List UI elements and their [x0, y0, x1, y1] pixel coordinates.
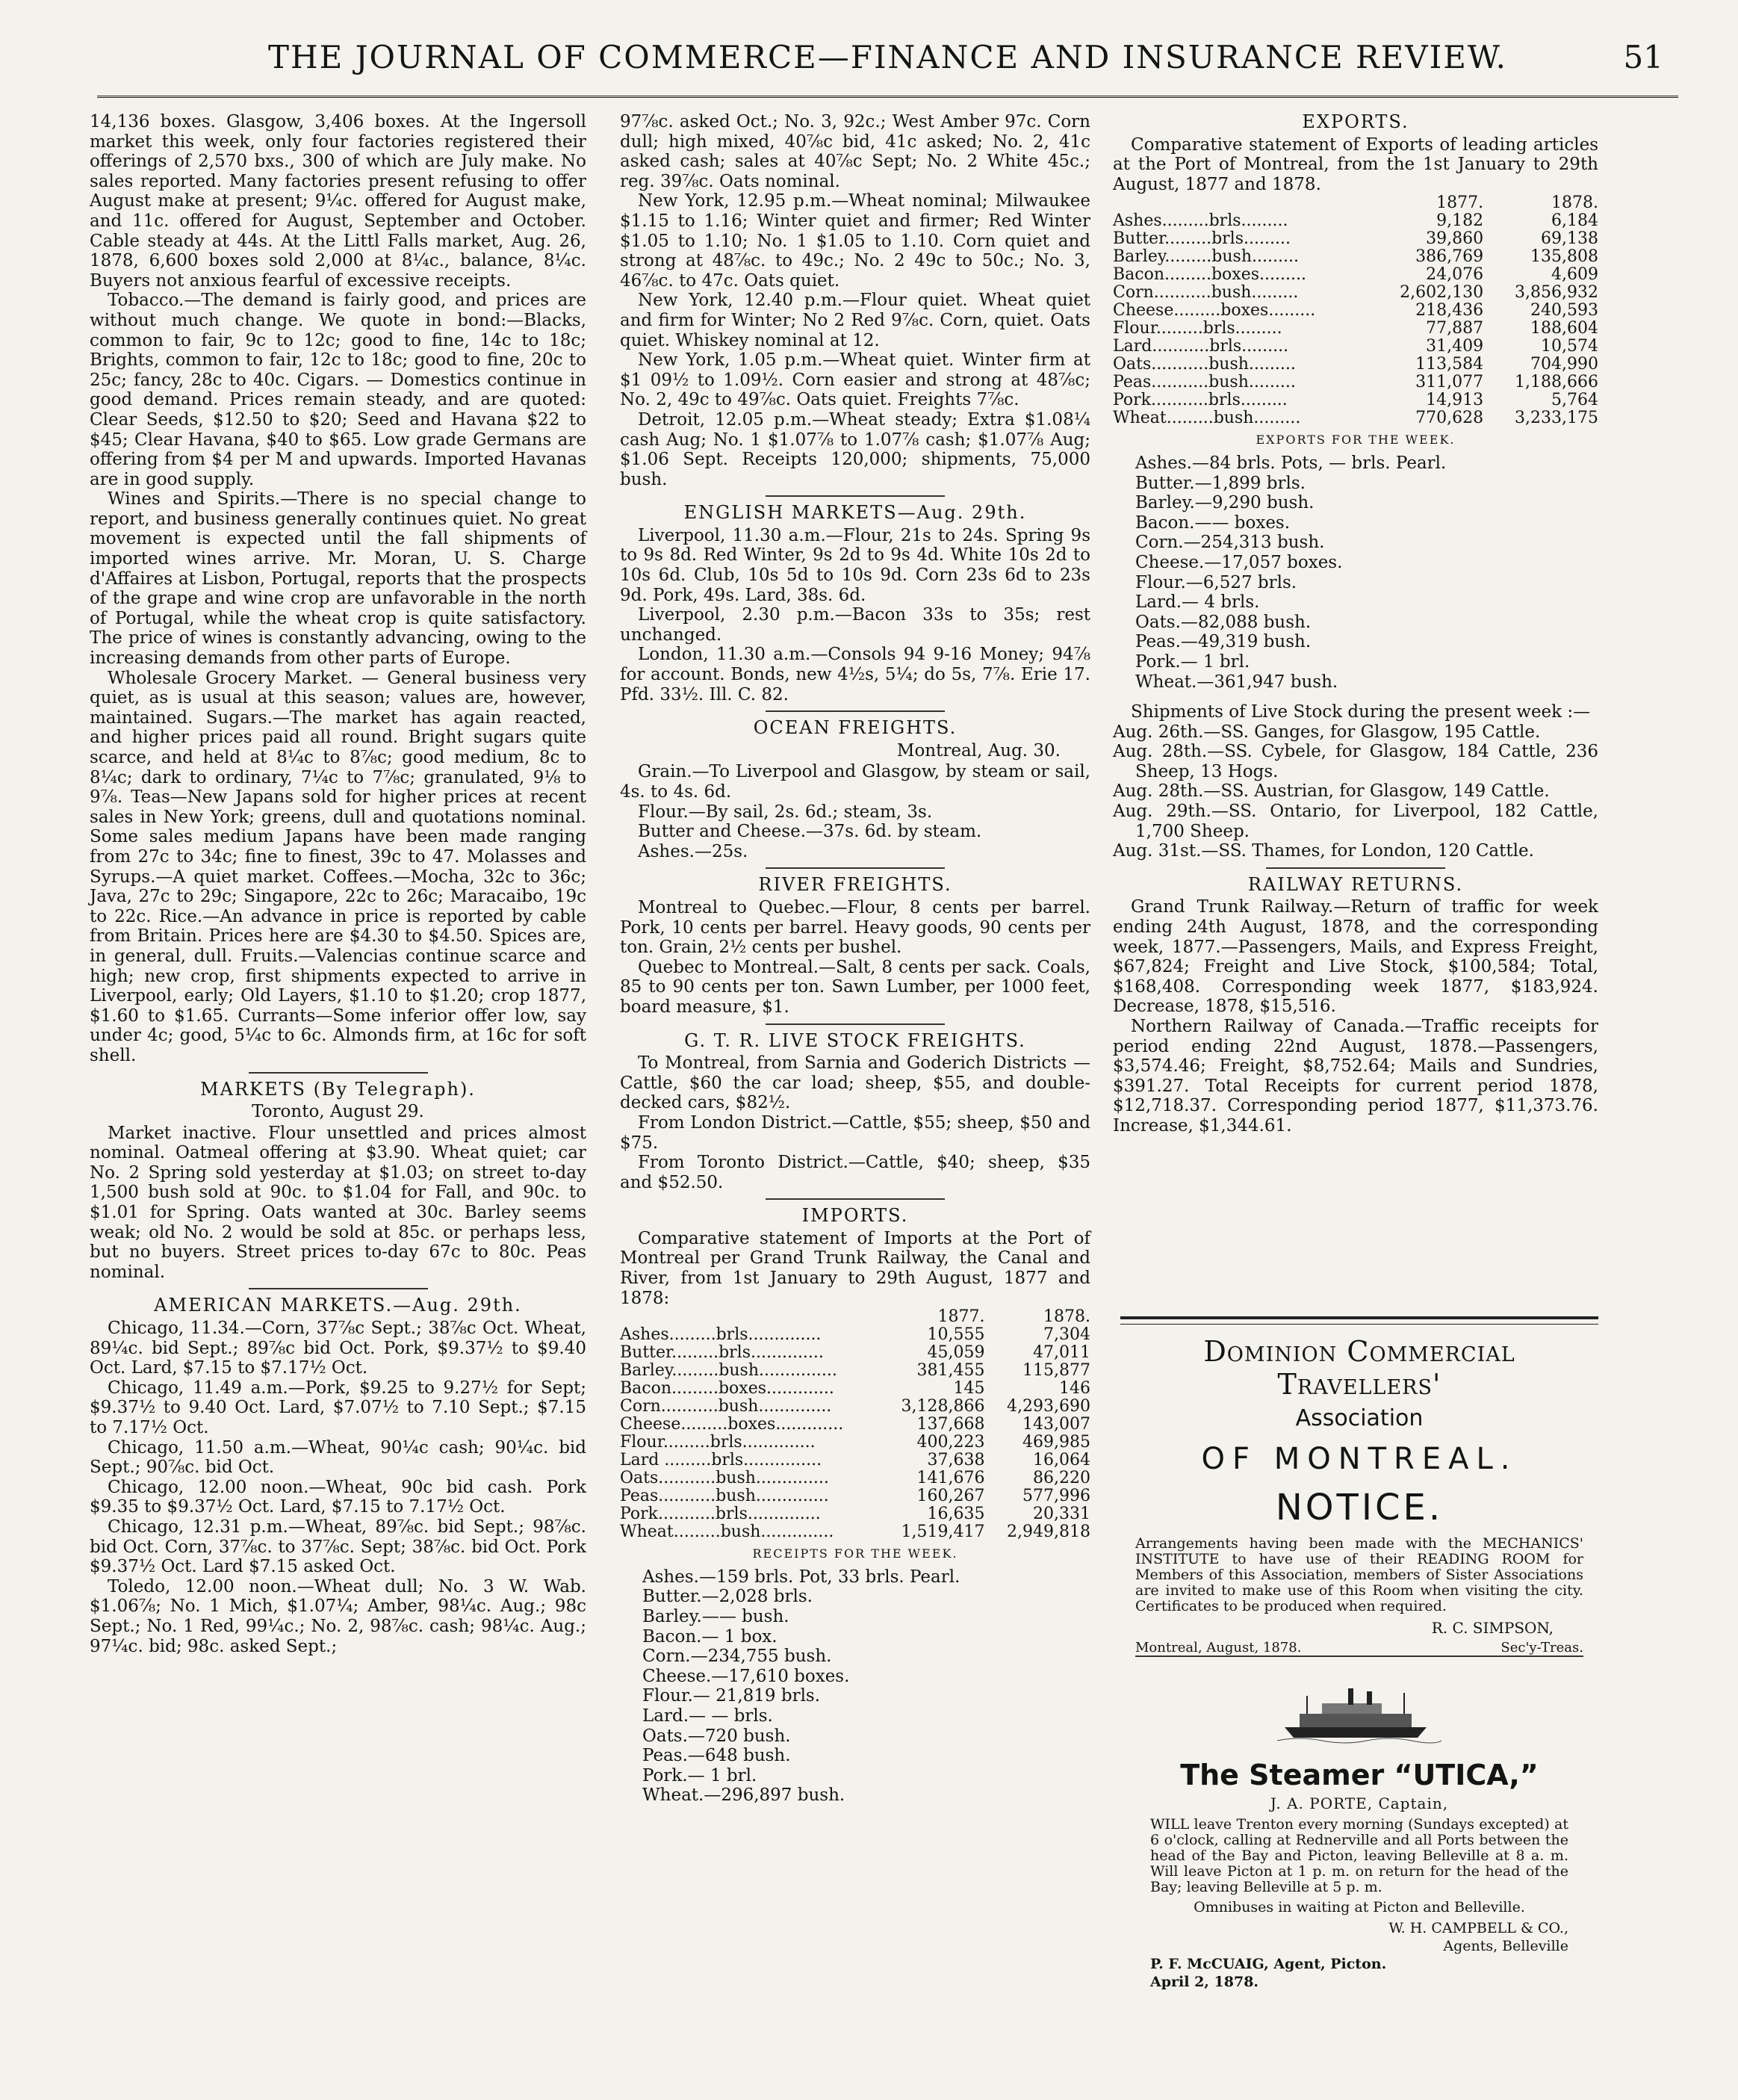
table-cell-item: Butter.........brls.............. [620, 1343, 824, 1363]
table-cell-item: Bacon.........boxes............. [620, 1379, 834, 1399]
table-cell-1877: 16,635 [927, 1505, 985, 1524]
freight-item: Montreal to Quebec.—Flour, 8 cents per barrel. Pork, 10 cents per barrel. Heavy goods, 90 cents per ton. Grain, 2½ cents per bushel. [620, 897, 1090, 958]
table-row [1113, 374, 1598, 391]
table-row [620, 1469, 1090, 1487]
steamer-captain: J. A. PORTE, Captain, [1270, 1794, 1449, 1812]
imports-table [620, 1308, 1090, 1541]
freight-item: From Toronto District.—Cattle, $40; sheep, $35 and $52.50. [620, 1153, 1090, 1192]
freight-item: Flour.—By sail, 2s. 6d.; steam, 3s. [638, 802, 933, 822]
table-cell-1878: 2,949,818 [1007, 1523, 1090, 1542]
ad-role: Sec'y-Treas. [1500, 1640, 1583, 1655]
year-header: 1877. [937, 1307, 985, 1327]
table-cell-1878: 143,007 [1022, 1415, 1090, 1434]
market-report: New York, 12.40 p.m.—Flour quiet. Wheat quiet and firm for Winter; No 2 Red 9⅞c. Corn, quiet. Oats quiet. Whiskey nominal at 12. [620, 291, 1090, 350]
list-item: Peas.—49,319 bush. [1135, 632, 1312, 652]
list-item: Bacon.—— boxes. [1135, 512, 1291, 533]
table-cell-item: Flour.........brls......... [1113, 319, 1282, 338]
list-item: Aug. 29th.—SS. Ontario, for Liverpool, 182 Cattle, 1,700 Sheep. [1113, 802, 1598, 841]
market-report: Chicago, 11.49 a.m.—Pork, $9.25 to 9.27½ for Sept; $9.37½ to 9.40 Oct. Lard, $7.07½ to 7.10 Sept.; $7.15 to 7.17½ Oct. [90, 1378, 586, 1437]
list-item: Wheat.—361,947 bush. [1135, 672, 1338, 692]
english-markets-heading: ENGLISH MARKETS—Aug. 29th. [683, 502, 1027, 524]
table-row [620, 1452, 1090, 1469]
list-item: Butter.—1,899 brls. [1135, 473, 1306, 493]
market-report: London, 11.30 a.m.—Consols 94 9-16 Money; 94⅞ for account. Bonds, new 4½s, 5¼; do 5s, 7⅞. Erie 17. Pfd. 33½. Ill. C. 82. [620, 645, 1090, 704]
steamer-agents-place: Agents, Belleville [1443, 1938, 1568, 1954]
table-cell-1878: 240,593 [1530, 301, 1598, 320]
exports-table [1113, 194, 1598, 427]
table-cell-1878: 47,011 [1033, 1343, 1090, 1363]
ad-title: Dominion Commercial Travellers' [1203, 1335, 1515, 1401]
masthead-rule [97, 96, 1678, 98]
table-row [1113, 338, 1598, 356]
freight-item: To Montreal, from Sarnia and Goderich Districts —Cattle, $60 the car load; sheep, $55, and double-decked cars, $82½. [620, 1053, 1090, 1113]
river-freights-heading: RIVER FREIGHTS. [758, 874, 952, 896]
table-row [1113, 409, 1598, 427]
market-report: Chicago, 11.34.—Corn, 37⅞c Sept.; 38⅞c Oct. Wheat, 89¼c. bid Sept.; 89⅞c bid Oct. Pork, $9.37½ to $9.40 Oct. Lard, $7.15 to $7.17½ Oct. [90, 1319, 586, 1378]
table-row [620, 1434, 1090, 1452]
table-cell-1878: 5,764 [1551, 391, 1598, 410]
table-cell-1878: 16,064 [1033, 1451, 1090, 1470]
receipts-list [620, 1567, 1090, 1806]
table-cell-item: Peas...........bush......... [1113, 373, 1296, 392]
table-row [620, 1523, 1090, 1541]
table-cell-1878: 10,574 [1541, 337, 1598, 356]
table-cell-1878: 6,184 [1551, 211, 1598, 231]
list-item: Barley.—9,290 bush. [1135, 493, 1315, 513]
freight-item: Quebec to Montreal.—Salt, 8 cents per sack. Coals, 85 to 90 cents per ton. Sawn Lumber, per 1000 feet, board measure, $1. [620, 957, 1090, 1017]
cheese-paragraph: 14,136 boxes. Glasgow, 3,406 boxes. At the Ingersoll market this week, only four factories registered their offerings of 2,570 bxs., 300 of which are July make. No sales reported. Many factories present refusing to offer August make at present; 9¼c. offered for August make, and 11c. offered for August, September and October. Cable steady at 44s. At the Littl Falls market, Aug. 26, 1878, 6,600 boxes sold 2,000 at 8¼c., balance, 8¼c. Buyers not anxious fearful of excessive receipts. [90, 112, 586, 291]
table-row [1113, 356, 1598, 374]
table-cell-1877: 10,555 [927, 1325, 985, 1345]
column-3 [1113, 112, 1598, 1136]
railway-heading: RAILWAY RETURNS. [1247, 873, 1464, 895]
masthead [97, 39, 1678, 91]
list-item: Bacon.— 1 box. [642, 1626, 778, 1647]
year-header: 1878. [1043, 1307, 1090, 1327]
steamer-agents: W. H. CAMPBELL & CO., [1388, 1920, 1568, 1936]
table-cell-item: Wheat.........bush......... [1113, 409, 1301, 428]
list-item: Pork.— 1 brl. [1135, 651, 1250, 672]
table-cell-item: Wheat.........bush.............. [620, 1523, 834, 1542]
table-cell-1878: 7,304 [1043, 1325, 1090, 1345]
exports-intro: Comparative statement of Exports of leading articles at the Port of Montreal, from the 1st January to 29th August, 1877 and 1878. [1113, 134, 1598, 194]
table-cell-1877: 9,182 [1436, 211, 1484, 231]
table-row [620, 1487, 1090, 1505]
list-item: Wheat.—296,897 bush. [642, 1785, 845, 1806]
list-item: Oats.—720 bush. [642, 1726, 791, 1746]
list-item: Oats.—82,088 bush. [1135, 612, 1312, 632]
table-cell-1878: 188,604 [1530, 319, 1598, 338]
list-item: Pork.— 1 brl. [642, 1765, 757, 1785]
table-cell-1877: 2,602,130 [1400, 283, 1484, 303]
shipments-intro: Shipments of Live Stock during the present week :— [1131, 702, 1591, 722]
freight-item: Grain.—To Liverpool and Glasgow, by steam or sail, 4s. to 4s. 6d. [620, 762, 1090, 802]
table-cell-1877: 77,887 [1426, 319, 1484, 338]
ocean-freights-heading: OCEAN FREIGHTS. [753, 717, 958, 739]
table-cell-1878: 577,996 [1022, 1487, 1090, 1506]
table-cell-item: Cheese.........boxes............. [620, 1415, 844, 1434]
table-cell-1877: 14,913 [1426, 391, 1484, 410]
table-cell-1878: 86,220 [1033, 1469, 1090, 1488]
toronto-paragraph: Market inactive. Flour unsettled and prices almost nominal. Oatmeal offering at $3.90. Wheat quiet; car No. 2 Spring sold yesterday at $1.03; on street to-day 1,500 bush sold at 90c. to $1.04 for Fall, and 90c. to $1.01 for Spring. Oats wanted at 30c. Barley seems weak; old No. 2 would be sold at 85c. or perhaps less, but no buyers. Street prices to-day 67c to 80c. Peas nominal. [90, 1123, 586, 1282]
ad-subtitle: Association [1295, 1405, 1424, 1431]
wines-paragraph: Wines and Spirits.—There is no special change to report, and business generally continues quiet. No great movement is expected until the fall shipments of imported wines arrive. Mr. Moran, U. S. Charge d'Affaires at Lisbon, Portugal, reports that the prospects of the grape and wine crop are unfavorable in the north of Portugal, while the wheat crop is quite satisfactory. The price of wines is constantly advancing, owing to the increasing demands from other parts of Europe. [90, 489, 586, 669]
list-item: Butter.—2,028 brls. [642, 1587, 813, 1607]
table-row [1113, 391, 1598, 409]
list-item: Flour.— 21,819 brls. [642, 1686, 821, 1706]
list-item: Corn.—254,313 bush. [1135, 533, 1325, 553]
divider [766, 867, 945, 869]
divider [766, 1198, 945, 1200]
table-cell-1877: 218,436 [1415, 301, 1484, 320]
table-row [620, 1326, 1090, 1344]
divider [766, 1023, 945, 1025]
year-header: 1878. [1551, 193, 1598, 213]
market-report: Chicago, 12.31 p.m.—Wheat, 89⅞c. bid Sept.; 98⅞c. bid Oct. Corn, 37⅞c. to 37⅞c. Sept; 38⅞c. bid Oct. Pork $9.37½ Oct. Lard $7.15 asked Oct. [90, 1517, 586, 1577]
table-cell-item: Barley.........bush......... [1113, 247, 1299, 267]
table-cell-item: Flour.........brls.............. [620, 1433, 816, 1452]
table-header-row [620, 1308, 1090, 1326]
list-item: Barley.—— bush. [642, 1607, 789, 1627]
steamer-body: WILL leave Trenton every morning (Sundays excepted) at 6 o'clock, calling at Rednerville and all Ports between the head of the Bay and Picton, leaving Belleville at 8 a. m. Will leave Picton at 1 p. m. on return for the head of the Bay; leaving Belleville at 5 p. m. [1150, 1816, 1568, 1895]
table-row [620, 1380, 1090, 1398]
market-report: Liverpool, 2.30 p.m.—Bacon 33s to 35s; rest unchanged. [620, 605, 1090, 645]
table-row [1113, 248, 1598, 266]
table-cell-1877: 145 [953, 1379, 985, 1399]
table-cell-item: Pork...........brls.............. [620, 1505, 821, 1524]
ad-city: OF MONTREAL. [1201, 1442, 1518, 1476]
table-cell-1877: 1,519,417 [901, 1523, 985, 1542]
table-row [620, 1505, 1090, 1523]
market-report: Chicago, 12.00 noon.—Wheat, 90c bid cash. Pork $9.35 to $9.37½ Oct. Lard, $7.15 to 7.17½ Oct. [90, 1477, 586, 1517]
table-cell-item: Oats...........bush......... [1113, 355, 1296, 374]
table-cell-item: Bacon.........boxes......... [1113, 265, 1306, 285]
table-cell-1878: 20,331 [1033, 1505, 1090, 1524]
market-report: New York, 1.05 p.m.—Wheat quiet. Winter firm at $1 09½ to 1.09½. Corn easier and strong at 48⅞c; No. 2, 49c to 49⅞c. Oats quiet. Freights 7⅞c. [620, 350, 1090, 410]
exports-heading: EXPORTS. [1302, 111, 1409, 132]
table-cell-item: Corn...........bush.............. [620, 1397, 832, 1416]
market-report: Chicago, 11.50 a.m.—Wheat, 90¼c cash; 90¼c. bid Sept.; 90⅞c. bid Oct. [90, 1437, 586, 1478]
table-cell-1878: 135,808 [1530, 247, 1598, 267]
list-item: Ashes.—84 brls. Pots, — brls. Pearl. [1135, 453, 1447, 473]
markets-heading: MARKETS (By Telegraph). [200, 1078, 476, 1100]
table-cell-item: Pork...........brls......... [1113, 391, 1288, 410]
table-cell-1877: 37,638 [927, 1451, 985, 1470]
divider [249, 1072, 428, 1074]
freight-item: From London District.—Cattle, $55; sheep, $50 and $75. [620, 1112, 1090, 1153]
table-cell-item: Ashes.........brls......... [1113, 211, 1288, 231]
railway-paragraph: Grand Trunk Railway.—Return of traffic for week ending 24th August, 1878, and the corresponding week, 1877.—Passengers, Mails, and Express Freight, $67,824; Freight and Live Stock, $100,584; Total, $168,408. Corresponding week 1877, $183,924. Decrease, 1878, $15,516. [1113, 897, 1598, 1017]
table-cell-1877: 113,584 [1415, 355, 1484, 374]
divider [249, 1288, 428, 1289]
market-report: Liverpool, 11.30 a.m.—Flour, 21s to 24s. Spring 9s to 9s 8d. Red Winter, 9s 2d to 9s 4d. White 10s 2d to 10s 6d. Club, 10s 5d to 10s 9d. Corn 23s 6d to 23s 9d. Pork, 49s. Lard, 38s. 6d. [620, 525, 1090, 605]
column-2 [620, 112, 1090, 1806]
gtr-freights-heading: G. T. R. LIVE STOCK FREIGHTS. [684, 1029, 1026, 1051]
table-cell-1877: 39,860 [1426, 229, 1484, 249]
advertisements [1120, 1316, 1598, 1992]
list-item: Aug. 26th.—SS. Ganges, for Glasgow, 195 Cattle. [1113, 722, 1541, 742]
table-row [620, 1416, 1090, 1434]
list-item: Corn.—234,755 bush. [642, 1647, 832, 1667]
table-cell-item: Peas...........bush.............. [620, 1487, 829, 1506]
table-cell-1877: 400,223 [916, 1433, 985, 1452]
table-row [1113, 266, 1598, 284]
market-report: Toledo, 12.00 noon.—Wheat dull; No. 3 W. Wab. $1.06⅞; No. 1 Mich, $1.07¼; Amber, 98¼c. Aug.; 98c Sept.; No. 1 Red, 99¼c.; No. 2, 98⅞c. cash; 98¼c. Aug.; 97¼c. bid; 98c. asked Sept.; [90, 1576, 586, 1656]
steamer-omnibus: Omnibuses in waiting at Picton and Belleville. [1194, 1899, 1525, 1915]
railway-paragraph: Northern Railway of Canada.—Traffic receipts for period ending 22nd August, 1878.—Passengers, $3,574.46; Freight, $8,752.64; Mails and Sundries, $391.27. Total Receipts for current period 1878, $12,718.37. Corresponding period 1877, $11,373.76. Increase, $1,344.61. [1113, 1017, 1598, 1136]
ad-rule [1120, 1316, 1598, 1319]
ad-place: Montreal, August, 1878. [1135, 1640, 1302, 1655]
table-row [1113, 320, 1598, 338]
market-report: New York, 12.95 p.m.—Wheat nominal; Milwaukee $1.15 to 1.16; Winter quiet and firmer; Red Winter $1.05 to 1.10; No. 1 $1.05 to 1.10. Corn quiet and strong at 48⅞c. to 49c.; No. 2 49c to 50c.; No. 3, 46⅞c. to 47c. Oats quiet. [620, 191, 1090, 291]
divider [1266, 867, 1445, 869]
table-row [1113, 302, 1598, 320]
market-report: Detroit, 12.05 p.m.—Wheat steady; Extra $1.08¼ cash Aug; No. 1 $1.07⅞ to 1.07⅞ cash; $1.07⅞ Aug; $1.06 Sept. Receipts 120,000; shipments, 75,000 bush. [620, 409, 1090, 489]
list-item: Ashes.—159 brls. Pot, 33 brls. Pearl. [642, 1567, 960, 1587]
exports-week-list [1113, 453, 1598, 692]
steamer-date: April 2, 1878. [1150, 1974, 1259, 1990]
table-cell-1878: 69,138 [1541, 229, 1598, 249]
table-cell-1877: 770,628 [1415, 409, 1484, 428]
page-number: 51 [1623, 39, 1663, 75]
table-cell-1878: 4,609 [1551, 265, 1598, 285]
list-item: Flour.—6,527 brls. [1135, 572, 1297, 592]
table-cell-item: Lard...........brls......... [1113, 337, 1289, 356]
table-row [1113, 212, 1598, 230]
market-report: 97⅞c. asked Oct.; No. 3, 92c.; West Amber 97c. Corn dull; high mixed, 40⅞c bid, 41c asked; No. 2, 41c asked cash; sales at 40⅞c Sept; No. 2 White 45c.; reg. 39⅞c. Oats nominal. [620, 112, 1090, 191]
table-cell-1878: 1,188,666 [1515, 373, 1598, 392]
imports-intro: Comparative statement of Imports at the Port of Montreal per Grand Trunk Railway, the Canal and River, from 1st January to 29th August, 1877 and 1878: [620, 1228, 1090, 1308]
table-cell-item: Barley.........bush............... [620, 1361, 837, 1381]
table-cell-item: Lard .........brls............... [620, 1451, 822, 1470]
shipments-list [1113, 722, 1598, 861]
table-cell-1877: 311,077 [1415, 373, 1484, 392]
list-item: Cheese.—17,610 boxes. [642, 1666, 850, 1686]
table-cell-1877: 31,409 [1426, 337, 1484, 356]
table-cell-1877: 3,128,866 [901, 1397, 985, 1416]
table-cell-1877: 386,769 [1415, 247, 1484, 267]
journal-title: THE JOURNAL OF COMMERCE—FINANCE AND INSURANCE REVIEW. [267, 39, 1508, 75]
american-markets-heading: AMERICAN MARKETS.—Aug. 29th. [154, 1295, 522, 1316]
table-cell-1878: 4,293,690 [1007, 1397, 1090, 1416]
table-cell-1878: 469,985 [1022, 1433, 1090, 1452]
table-row [620, 1398, 1090, 1416]
steamer-agent: P. F. McCUAIG, Agent, Picton. [1150, 1956, 1387, 1972]
list-item: Cheese.—17,057 boxes. [1135, 552, 1343, 572]
table-cell-1877: 45,059 [927, 1343, 985, 1363]
list-item: Lard.— 4 brls. [1135, 592, 1260, 613]
list-item: Aug. 31st.—SS. Thames, for London, 120 Cattle. [1113, 841, 1534, 861]
table-cell-item: Corn...........bush......... [1113, 283, 1299, 303]
exports-week-heading: EXPORTS FOR THE WEEK. [1256, 433, 1456, 447]
steamer-title: The Steamer “UTICA,” [1180, 1759, 1539, 1791]
table-cell-item: Ashes.........brls.............. [620, 1325, 822, 1345]
ad-signature-line [1135, 1640, 1583, 1657]
steamer-illustration [1277, 1681, 1441, 1748]
table-row [1113, 230, 1598, 248]
ad-body: Arrangements having been made with the MECHANICS' INSTITUTE to have use of their READING ROOM for Members of this Association, members of Sister Associations are invited to make use of this Room when visiting the city. Certificates to be produced when required. [1135, 1535, 1583, 1614]
table-cell-1878: 146 [1059, 1379, 1090, 1399]
table-row [1113, 284, 1598, 302]
list-item: Peas.—648 bush. [642, 1746, 791, 1766]
table-cell-1877: 141,676 [916, 1469, 985, 1488]
list-item: Lard.— — brls. [642, 1706, 773, 1726]
ocean-dateline: Montreal, Aug. 30. [896, 740, 1061, 761]
table-cell-1877: 381,455 [916, 1361, 985, 1381]
divider [766, 710, 945, 712]
year-header: 1877. [1436, 193, 1484, 213]
markets-dateline: Toronto, August 29. [252, 1102, 424, 1122]
imports-heading: IMPORTS. [801, 1205, 909, 1227]
table-cell-item: Butter.........brls......... [1113, 229, 1291, 249]
table-header-row [1113, 194, 1598, 212]
table-cell-1877: 160,267 [916, 1487, 985, 1506]
table-cell-item: Oats...........bush.............. [620, 1469, 829, 1488]
list-item: Aug. 28th.—SS. Cybele, for Glasgow, 184 Cattle, 236 Sheep, 13 Hogs. [1113, 742, 1598, 781]
ad-rule [1120, 1324, 1598, 1325]
table-cell-1878: 115,877 [1022, 1361, 1090, 1381]
table-cell-1877: 137,668 [916, 1415, 985, 1434]
divider [766, 495, 945, 497]
grocery-paragraph: Wholesale Grocery Market. — General business very quiet, as is usual at this season; values are, however, maintained. Sugars.—The market has again reacted, and higher prices paid all round. Bright sugars quite scarce, and held at 8¼c to 8⅞c; good medium, 8c to 8¼c; dark to ordinary, 7¼c to 7⅞c; granulated, 9⅛ to 9⅞. Teas—New Japans sold for higher prices at recent sales in New York; greens, dull and quotations nominal. Some sales medium Japans have been made ranging from 27c to 34c; fine to finest, 39c to 47. Molasses and Syrups.—A quiet market. Coffees.—Mocha, 32c to 36c; Java, 27c to 29c; Singapore, 22c to 26c; Maracaibo, 19c to 22c. Rice.—An advance in price is reported by cable from Britain. Prices here are $4.30 to $4.50. Spices are, in general, dull. Fruits.—Valencias continue scarce and high; new crop, first shipments expected to arrive in Liverpool, early; Old Layers, $1.10 to $1.20; crop 1877, $1.60 to $1.65. Currants—Some inferior offer low, say under 4c; good, 5¼c to 6c. Almonds firm, at 16c for soft shell. [90, 668, 586, 1065]
table-cell-1878: 3,233,175 [1515, 409, 1598, 428]
list-item: Aug. 28th.—SS. Austrian, for Glasgow, 149 Cattle. [1113, 781, 1550, 802]
table-cell-1877: 24,076 [1426, 265, 1484, 285]
ad-notice: NOTICE. [1275, 1487, 1444, 1528]
tobacco-paragraph: Tobacco.—The demand is fairly good, and prices are without much change. We quote in bond:—Blacks, common to fair, 9c to 12c; good to fine, 14c to 18c; Brights, common to fair, 12c to 18c; good to fine, 20c to 25c; fancy, 28c to 40c. Cigars. — Domestics continue in good demand. Prices remain steady, and are quoted: Clear Seeds, $12.50 to $20; Seed and Havana $22 to $45; Clear Havana, $40 to $65. Low grade Germans are offering from $4 per M and upwards. Imported Havanas are in good supply. [90, 291, 586, 489]
receipts-heading: RECEIPTS FOR THE WEEK. [752, 1546, 958, 1561]
table-row [620, 1344, 1090, 1362]
table-cell-item: Cheese.........boxes......... [1113, 301, 1316, 320]
column-1 [90, 112, 586, 1656]
freight-item: Ashes.—25s. [638, 841, 748, 861]
table-row [620, 1362, 1090, 1380]
table-cell-1878: 3,856,932 [1515, 283, 1598, 303]
table-cell-1878: 704,990 [1530, 355, 1598, 374]
ad-signer: R. C. SIMPSON, [1431, 1619, 1554, 1637]
freight-item: Butter and Cheese.—37s. 6d. by steam. [638, 822, 982, 842]
